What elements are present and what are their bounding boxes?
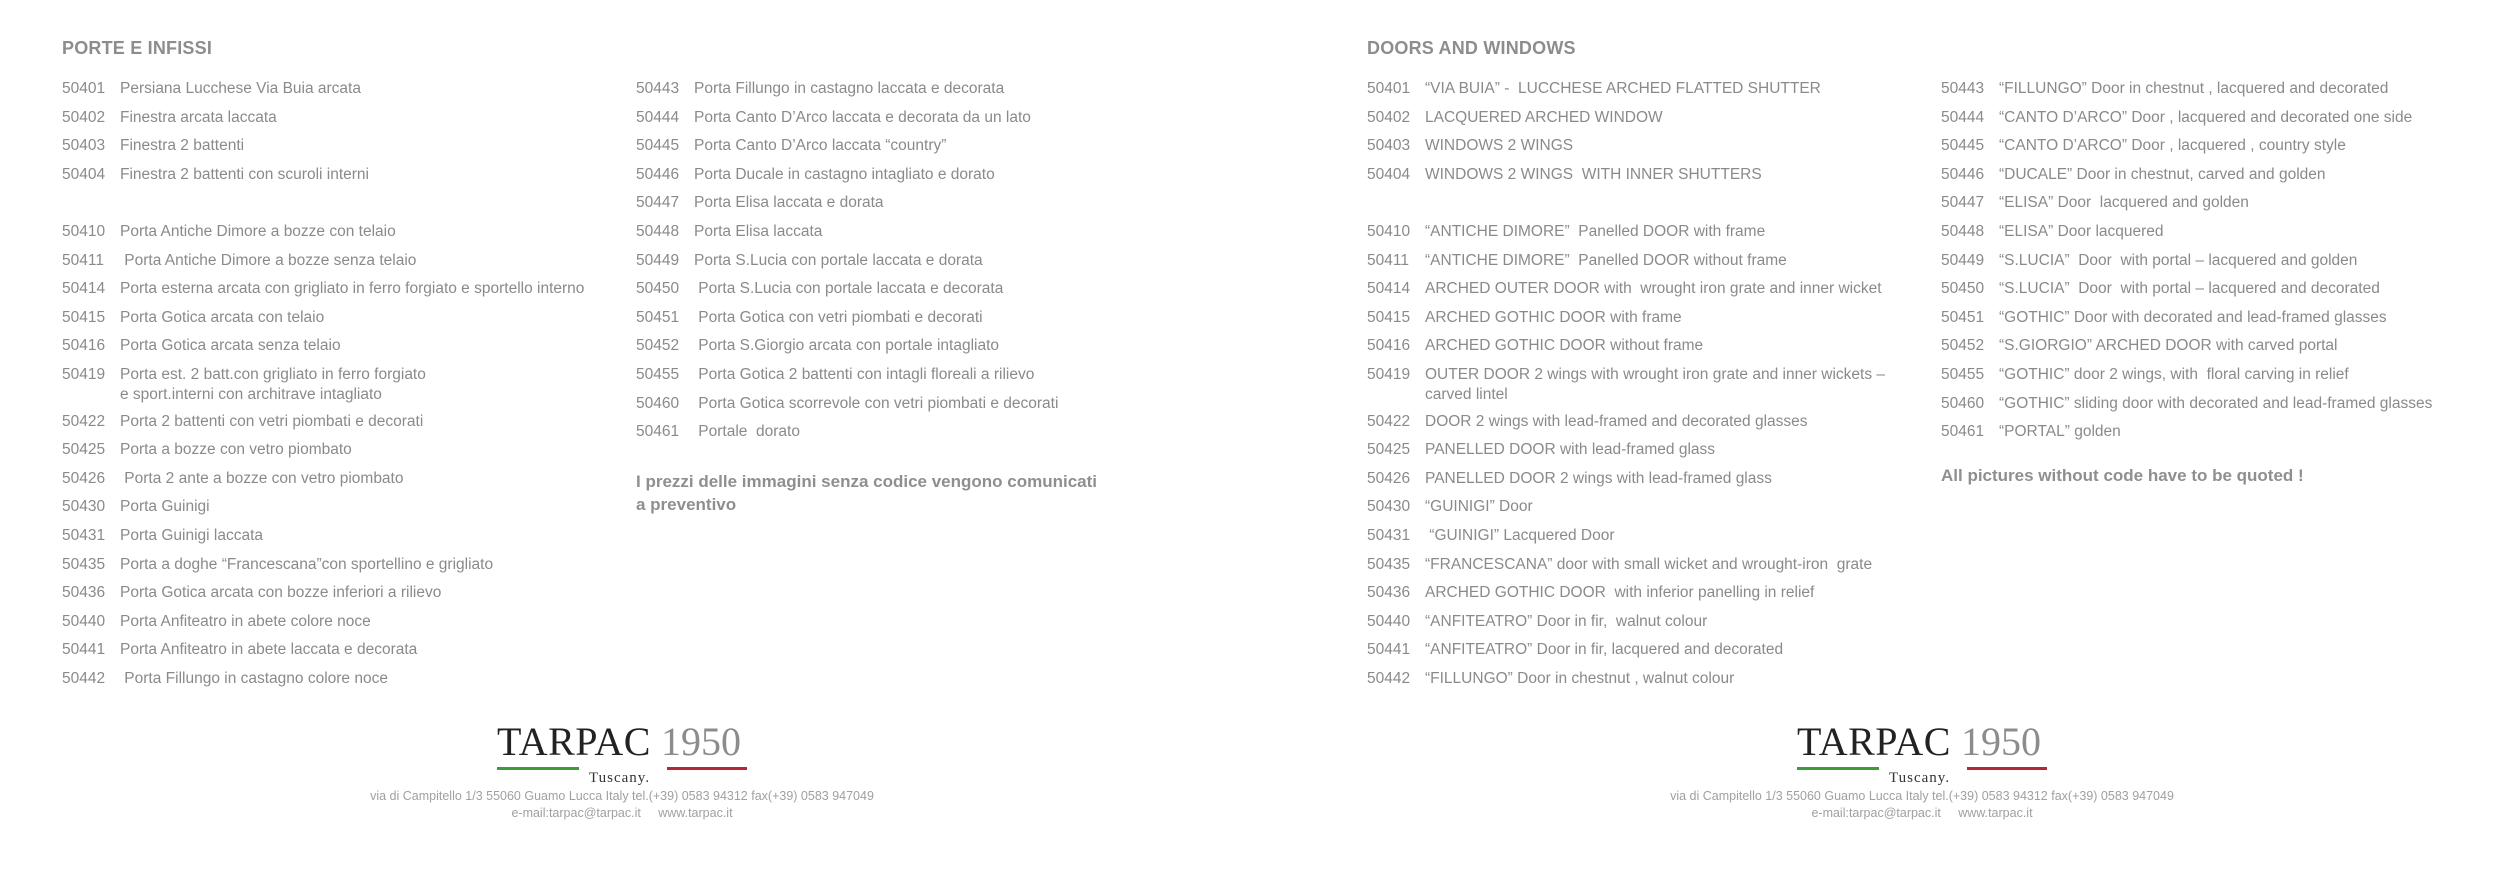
product-description: Porta Ducale in castagno intagliato e dorato <box>694 165 995 183</box>
product-description: “GOTHIC” door 2 wings, with floral carving in relief <box>1999 366 2349 383</box>
list-item <box>1367 497 1533 517</box>
product-code: 50410 <box>62 223 106 240</box>
list-item <box>1941 222 2164 242</box>
product-description: Porta 2 battenti con vetri piombati e decorati <box>120 412 424 430</box>
product-code: 50411 <box>1367 251 1409 269</box>
product-code: 50422 <box>1367 412 1411 430</box>
product-code: 50401 <box>62 80 106 97</box>
product-description: “S.LUCIA” Door with portal – lacquered and decorated <box>1999 280 2380 298</box>
product-description: OUTER DOOR 2 wings with wrought iron grate and inner wickets – carved lintel <box>1425 366 1886 403</box>
product-code: 50452 <box>1941 337 1985 355</box>
product-code: 50426 <box>62 469 106 487</box>
list-item <box>1941 136 2346 156</box>
product-description: Porta a bozze con vetro piombato <box>120 441 352 459</box>
list-item <box>1367 79 1821 99</box>
list-item <box>62 583 441 603</box>
list-item <box>62 497 210 517</box>
product-description: “FILLUNGO” Door in chestnut , lacquered and decorated <box>1999 80 2389 97</box>
product-description: Porta est. 2 batt.con grigliato in ferro forgiato e sport.interni con architrave intagliato <box>120 366 426 403</box>
product-code: 50430 <box>62 498 106 516</box>
list-item <box>1367 412 1808 432</box>
product-code: 50455 <box>1941 366 1985 383</box>
product-code: 50431 <box>62 527 106 544</box>
contact-line: e-mail:tarpac@tarpac.it www.tarpac.it <box>511 806 733 820</box>
product-description: Porta Gotica 2 battenti con intagli floreali a rilievo <box>694 366 1035 383</box>
product-description: Porta Fillungo in castagno laccata e decorata <box>694 80 1005 97</box>
product-description: “CANTO D’ARCO” Door , lacquered , country style <box>1999 137 2346 155</box>
product-code: 50441 <box>62 641 106 659</box>
product-description: WINDOWS 2 WINGS WITH INNER SHUTTERS <box>1425 165 1762 183</box>
product-description: “CANTO D’ARCO” Door , lacquered and decorated one side <box>1999 108 2413 126</box>
list-item <box>1941 279 2380 299</box>
product-description: “PORTAL” golden <box>1999 423 2121 441</box>
list-item <box>1367 583 1814 603</box>
list-item <box>62 136 244 156</box>
flag-green-bar <box>497 767 579 770</box>
product-code: 50442 <box>62 670 106 687</box>
product-description: Porta Fillungo in castagno colore noce <box>120 670 388 687</box>
list-item <box>1367 279 1882 299</box>
flag-red-bar <box>1967 767 2047 770</box>
product-description: Porta Gotica con vetri piombati e decorati <box>694 308 983 326</box>
product-description: Porta Elisa laccata <box>694 223 823 240</box>
product-description: “GOTHIC” Door with decorated and lead-framed glasses <box>1999 308 2387 326</box>
list-item <box>636 136 946 156</box>
price-note <box>636 470 1097 516</box>
product-code: 50455 <box>636 366 680 383</box>
list-item <box>1941 165 2326 185</box>
product-code: 50425 <box>62 441 106 459</box>
list-item <box>1367 308 1682 328</box>
product-description: Persiana Lucchese Via Buia arcata <box>120 80 361 97</box>
address-line: via di Campitello 1/3 55060 Guamo Lucca Italy tel.(+39) 0583 94312 fax(+39) 0583 947049 <box>370 789 874 803</box>
product-description: ARCHED GOTHIC DOOR with frame <box>1425 308 1682 326</box>
list-item <box>636 365 1034 385</box>
product-code: 50445 <box>636 137 680 155</box>
product-code: 50435 <box>1367 555 1411 573</box>
product-description: Porta Gotica arcata con telaio <box>120 308 325 326</box>
list-item <box>1367 469 1772 489</box>
product-description: Porta Guinigi laccata <box>120 527 264 544</box>
english-page <box>1305 0 2500 884</box>
brand-logo <box>497 718 741 786</box>
list-item <box>62 469 403 489</box>
product-code: 50450 <box>636 280 680 298</box>
product-code: 50415 <box>1367 308 1411 326</box>
product-code: 50419 <box>1367 366 1411 383</box>
product-description: PANELLED DOOR 2 wings with lead-framed glass <box>1425 469 1772 487</box>
list-item <box>1941 251 2357 271</box>
product-code: 50443 <box>1941 80 1985 97</box>
list-item <box>636 394 1058 414</box>
product-description: “DUCALE” Door in chestnut, carved and golden <box>1999 165 2326 183</box>
product-description: Porta Gotica scorrevole con vetri piombati e decorati <box>694 394 1059 412</box>
list-item <box>1367 612 1707 632</box>
list-item <box>62 308 324 328</box>
product-code: 50422 <box>62 412 106 430</box>
brand-year: 1950 <box>1960 719 2041 764</box>
list-item <box>62 222 396 242</box>
product-description: Finestra arcata laccata <box>120 108 277 126</box>
product-code: 50451 <box>1941 308 1985 326</box>
company-address <box>1622 788 2222 822</box>
flag-red-bar <box>667 767 747 770</box>
list-item <box>62 612 371 632</box>
list-item <box>636 79 1004 99</box>
product-description: “FILLUNGO” Door in chestnut , walnut colour <box>1425 670 1735 687</box>
brand-tagline: Tuscany. <box>589 770 651 786</box>
list-item <box>636 193 884 213</box>
list-item <box>62 526 263 546</box>
product-description: Porta a doghe “Francescana”con sportellino e grigliato <box>120 555 494 573</box>
product-description: ARCHED OUTER DOOR with wrought iron grate and inner wicket <box>1425 280 1882 298</box>
list-item <box>1367 336 1703 356</box>
list-item <box>1941 79 2388 99</box>
product-description: Porta Gotica arcata con bozze inferiori a rilievo <box>120 584 442 602</box>
product-description: DOOR 2 wings with lead-framed and decorated glasses <box>1425 412 1808 430</box>
product-code: 50415 <box>62 308 106 326</box>
product-code: 50450 <box>1941 280 1985 298</box>
contact-line: e-mail:tarpac@tarpac.it www.tarpac.it <box>1811 806 2033 820</box>
product-description: Porta Anfiteatro in abete colore noce <box>120 612 371 630</box>
product-code: 50441 <box>1367 641 1411 659</box>
product-description: “VIA BUIA” - LUCCHESE ARCHED FLATTED SHUTTER <box>1425 80 1821 97</box>
product-code: 50460 <box>1941 394 1985 412</box>
product-description: ARCHED GOTHIC DOOR without frame <box>1425 337 1704 355</box>
product-description: “ELISA” Door lacquered and golden <box>1999 194 2249 212</box>
product-code: 50403 <box>62 137 106 155</box>
product-code: 50402 <box>62 108 106 126</box>
list-item <box>62 336 341 356</box>
product-code: 50435 <box>62 555 106 573</box>
product-code: 50446 <box>1941 165 1985 183</box>
product-description: “ELISA” Door lacquered <box>1999 223 2164 240</box>
product-code: 50436 <box>62 584 106 602</box>
product-description: WINDOWS 2 WINGS <box>1425 137 1574 155</box>
product-description: Porta Guinigi <box>120 498 210 516</box>
list-item <box>1367 251 1787 271</box>
product-code: 50411 <box>62 251 104 269</box>
list-item <box>62 251 416 271</box>
list-item <box>1367 669 1734 689</box>
list-item <box>62 165 369 185</box>
product-description: Porta 2 ante a bozze con vetro piombato <box>120 469 404 487</box>
brand-logo <box>1797 718 2041 786</box>
list-item <box>1941 422 2121 442</box>
quote-note <box>1941 464 2304 487</box>
product-code: 50404 <box>62 165 106 183</box>
product-description: “GOTHIC” sliding door with decorated and lead-framed glasses <box>1999 394 2433 412</box>
product-code: 50419 <box>62 366 106 383</box>
list-item <box>636 422 800 442</box>
list-item <box>636 336 999 356</box>
product-code: 50452 <box>636 337 680 355</box>
address-line: via di Campitello 1/3 55060 Guamo Lucca Italy tel.(+39) 0583 94312 fax(+39) 0583 947049 <box>1670 789 2174 803</box>
list-item <box>1367 136 1573 156</box>
product-code: 50430 <box>1367 498 1411 516</box>
product-code: 50444 <box>1941 108 1985 126</box>
product-description: “ANFITEATRO” Door in fir, lacquered and decorated <box>1425 641 1784 659</box>
list-item <box>636 308 983 328</box>
page-title: PORTE E INFISSI <box>62 38 213 58</box>
product-code: 50448 <box>636 223 680 240</box>
list-item <box>62 640 417 660</box>
list-item <box>62 412 423 432</box>
product-code: 50449 <box>1941 251 1985 269</box>
product-description: “S.LUCIA” Door with portal – lacquered and golden <box>1999 251 2358 269</box>
list-item <box>1941 108 2412 128</box>
list-item <box>62 555 493 575</box>
list-item <box>62 365 426 405</box>
product-description: “ANTICHE DIMORE” Panelled DOOR without frame <box>1425 251 1787 269</box>
product-description: Porta Gotica arcata senza telaio <box>120 337 341 355</box>
product-description: “GUINIGI” Door <box>1425 498 1533 516</box>
list-item <box>636 222 822 242</box>
product-description: “S.GIORGIO” ARCHED DOOR with carved portal <box>1999 337 2338 355</box>
product-description: Porta S.Lucia con portale laccata e decorata <box>694 280 1004 298</box>
product-description: ARCHED GOTHIC DOOR with inferior panelling in relief <box>1425 584 1815 602</box>
list-item <box>62 79 361 99</box>
brand-tagline: Tuscany. <box>1889 770 1951 786</box>
list-item <box>1367 108 1663 128</box>
list-item <box>1941 193 2249 213</box>
product-code: 50447 <box>636 194 680 212</box>
product-code: 50414 <box>62 280 106 298</box>
brand-name: TARPAC <box>1797 719 1951 764</box>
list-item <box>636 165 995 185</box>
product-code: 50460 <box>636 394 680 412</box>
list-item <box>1941 336 2338 356</box>
product-code: 50404 <box>1367 165 1411 183</box>
product-code: 50431 <box>1367 527 1411 544</box>
list-item <box>1367 222 1765 242</box>
page-title: DOORS AND WINDOWS <box>1367 38 1576 58</box>
product-code: 50446 <box>636 165 680 183</box>
product-description: “ANTICHE DIMORE” Panelled DOOR with frame <box>1425 223 1766 240</box>
list-item <box>62 669 388 689</box>
list-item <box>636 108 1031 128</box>
product-description: Porta Canto D’Arco laccata “country” <box>694 137 947 155</box>
list-item <box>636 279 1003 299</box>
product-code: 50461 <box>1941 423 1985 441</box>
list-item <box>1367 640 1783 660</box>
product-code: 50425 <box>1367 441 1411 459</box>
product-description: LACQUERED ARCHED WINDOW <box>1425 108 1663 126</box>
product-description: Portale dorato <box>694 423 800 441</box>
product-code: 50447 <box>1941 194 1985 212</box>
list-item <box>62 279 584 299</box>
list-item <box>1367 365 1885 405</box>
product-description: Porta Antiche Dimore a bozze con telaio <box>120 223 396 240</box>
list-item <box>62 108 277 128</box>
product-code: 50402 <box>1367 108 1411 126</box>
list-item <box>636 251 983 271</box>
list-item <box>1941 308 2387 328</box>
product-code: 50414 <box>1367 280 1411 298</box>
product-code: 50461 <box>636 423 680 441</box>
product-code: 50449 <box>636 251 680 269</box>
list-item <box>1367 165 1762 185</box>
product-description: “ANFITEATRO” Door in fir, walnut colour <box>1425 612 1708 630</box>
quote-note-text: All pictures without code have to be quoted ! <box>1941 466 2304 485</box>
product-code: 50445 <box>1941 137 1985 155</box>
product-description: “FRANCESCANA” door with small wicket and wrought-iron grate <box>1425 555 1873 573</box>
product-description: Porta Elisa laccata e dorata <box>694 194 884 212</box>
list-item <box>62 440 352 460</box>
product-description: Porta esterna arcata con grigliato in ferro forgiato e sportello interno <box>120 280 585 298</box>
product-code: 50440 <box>1367 612 1411 630</box>
list-item <box>1367 555 1872 575</box>
product-code: 50442 <box>1367 670 1411 687</box>
product-description: Porta Canto D’Arco laccata e decorata da un lato <box>694 108 1031 126</box>
list-item <box>1367 526 1615 546</box>
list-item <box>1367 440 1715 460</box>
flag-green-bar <box>1797 767 1879 770</box>
product-code: 50443 <box>636 80 680 97</box>
product-code: 50448 <box>1941 223 1985 240</box>
product-description: Porta Anfiteatro in abete laccata e decorata <box>120 641 418 659</box>
product-code: 50451 <box>636 308 680 326</box>
product-description: “GUINIGI” Lacquered Door <box>1425 527 1615 544</box>
product-description: PANELLED DOOR with lead-framed glass <box>1425 441 1716 459</box>
product-description: Porta S.Lucia con portale laccata e dorata <box>694 251 983 269</box>
list-item <box>1941 394 2432 414</box>
product-code: 50416 <box>62 337 106 355</box>
price-note-text: I prezzi delle immagini senza codice vengono comunicati a preventivo <box>636 472 1098 514</box>
list-item <box>1941 365 2349 385</box>
brand-name: TARPAC <box>497 719 651 764</box>
product-description: Finestra 2 battenti <box>120 137 245 155</box>
product-code: 50444 <box>636 108 680 126</box>
product-code: 50416 <box>1367 337 1411 355</box>
product-description: Porta S.Giorgio arcata con portale intagliato <box>694 337 1000 355</box>
product-code: 50436 <box>1367 584 1411 602</box>
product-code: 50401 <box>1367 80 1411 97</box>
company-address <box>322 788 922 822</box>
product-code: 50403 <box>1367 137 1411 155</box>
product-code: 50426 <box>1367 469 1411 487</box>
product-code: 50440 <box>62 612 106 630</box>
product-code: 50410 <box>1367 223 1411 240</box>
product-description: Porta Antiche Dimore a bozze senza telaio <box>120 251 417 269</box>
product-description: Finestra 2 battenti con scuroli interni <box>120 165 369 183</box>
brand-year: 1950 <box>660 719 741 764</box>
